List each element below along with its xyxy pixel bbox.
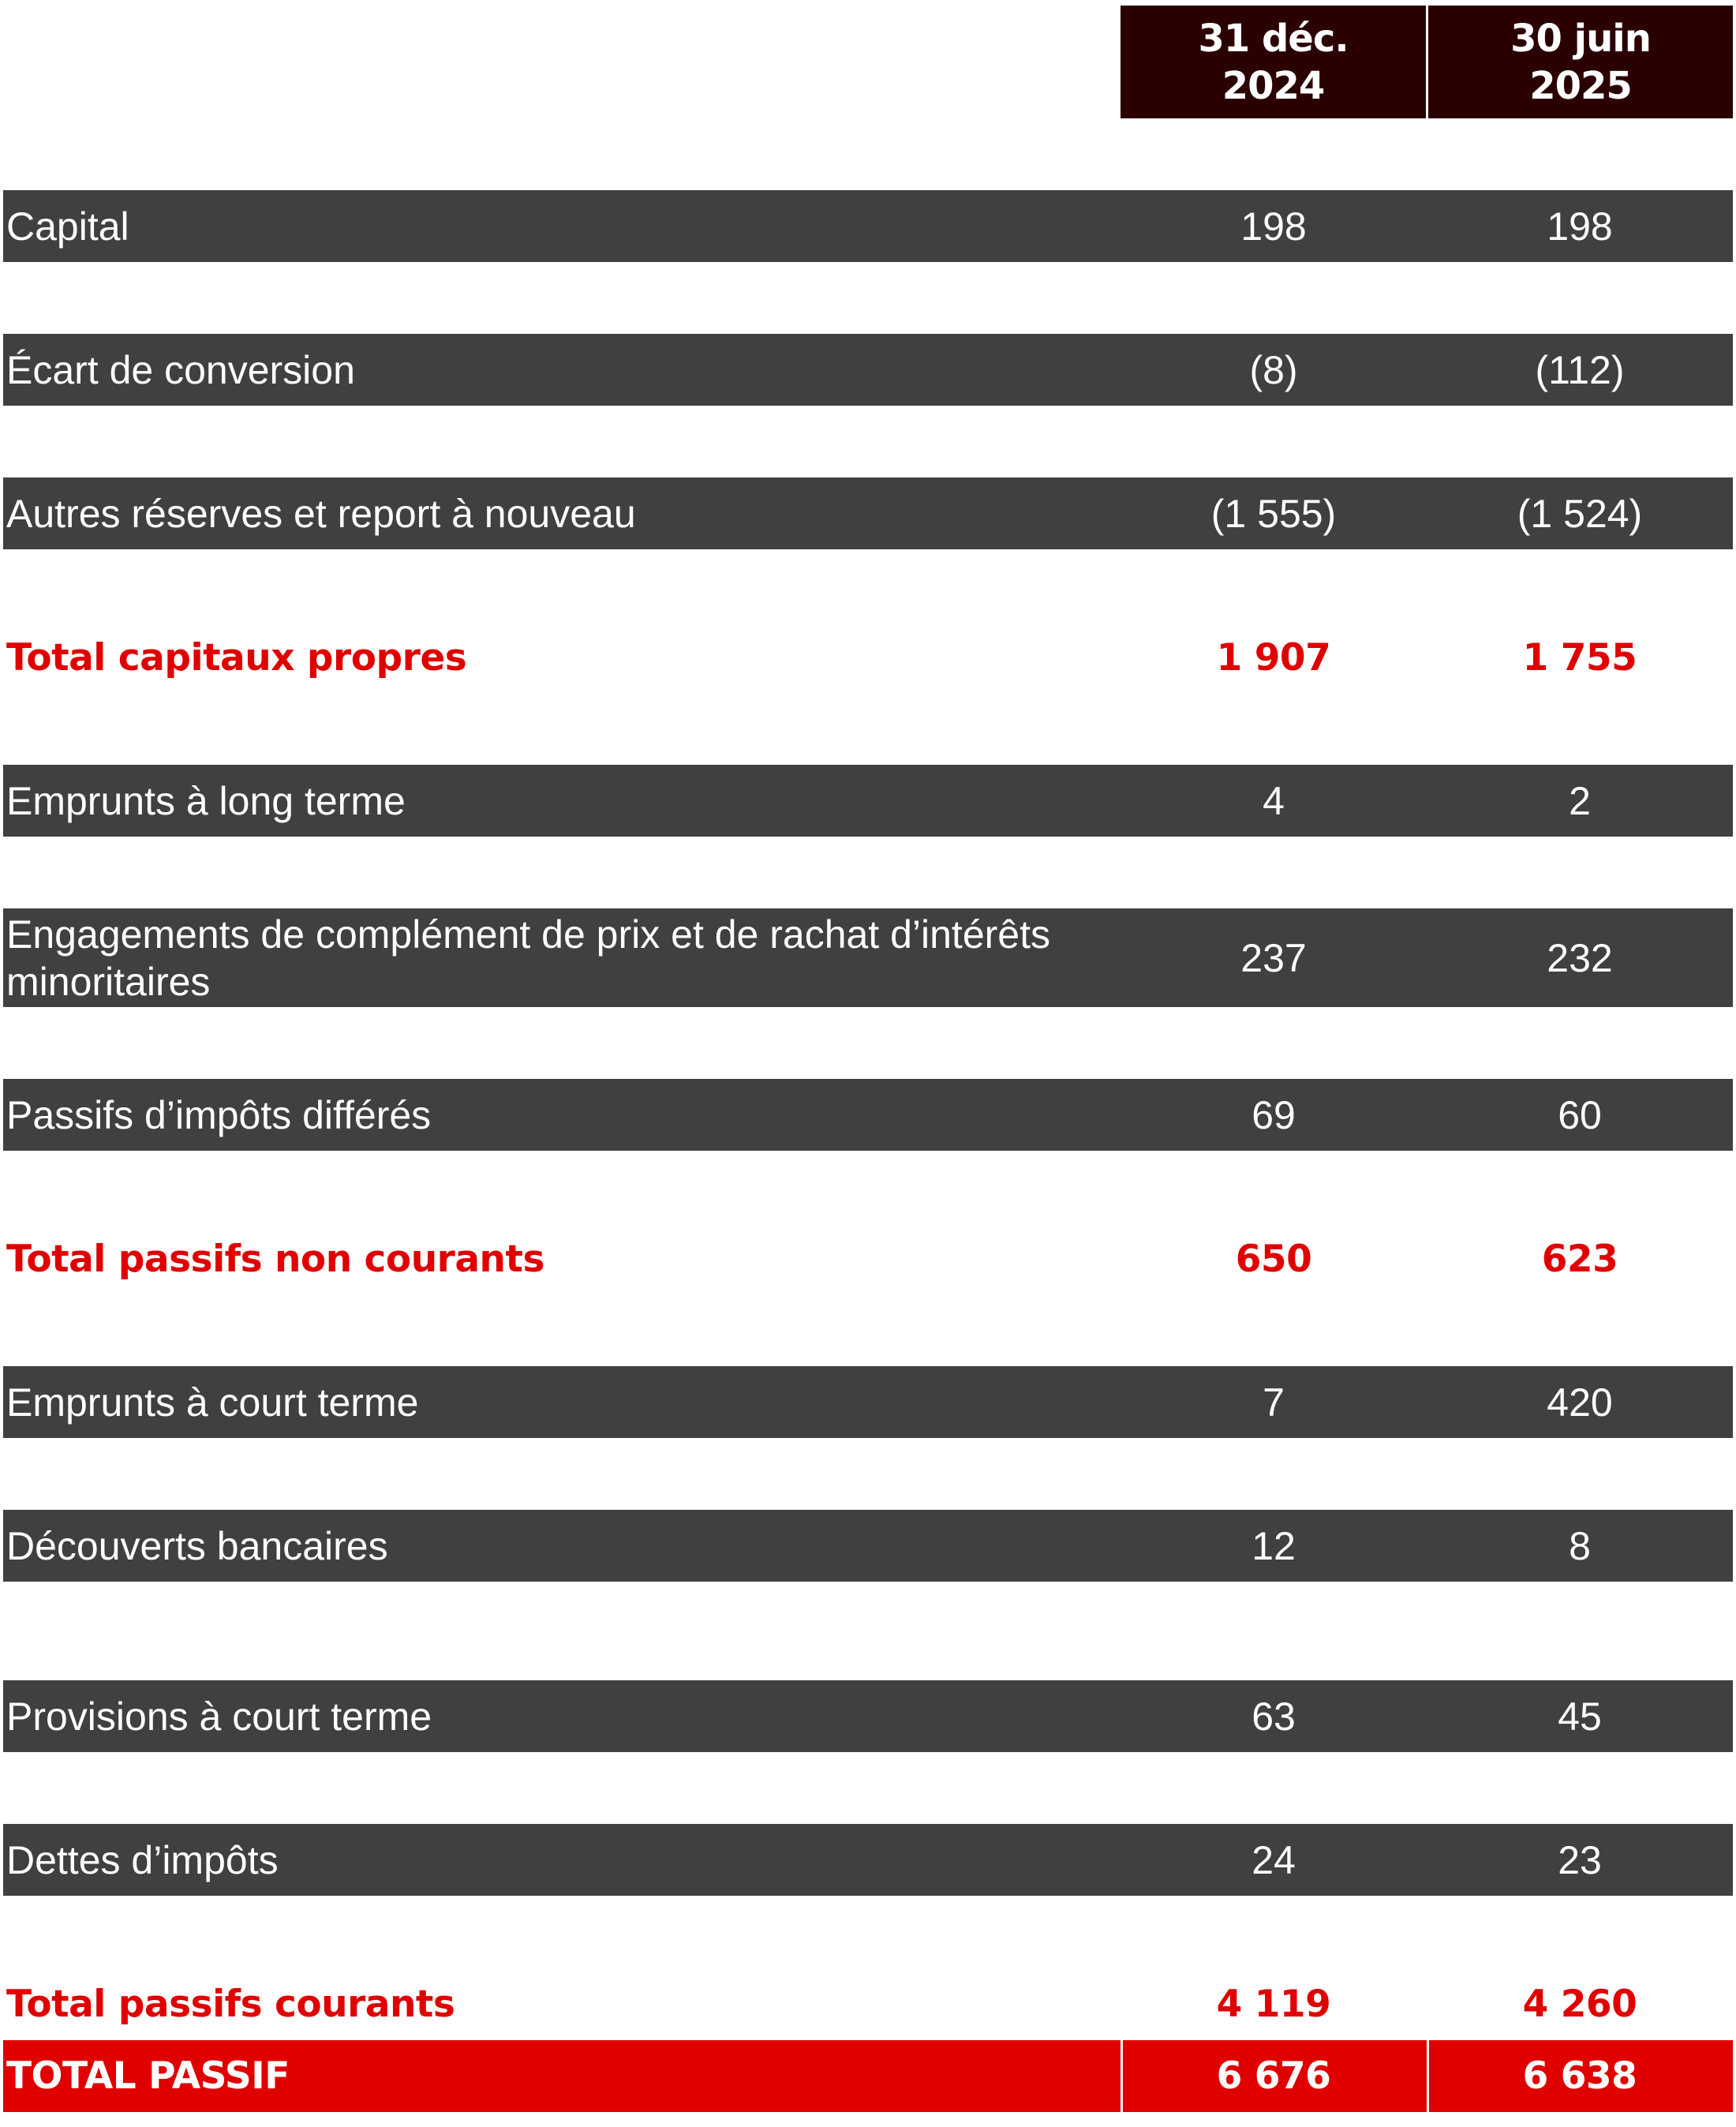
table-row-total-capitaux-propres: [3, 622, 1733, 694]
row-label: Écart de conversion: [6, 347, 355, 392]
column-header-dec-2024: [1121, 6, 1426, 118]
row-value-2024: 4 119: [1216, 1982, 1331, 2026]
row-label: Emprunts à long terme: [6, 778, 406, 823]
row-label: Découverts bancaires: [6, 1523, 388, 1568]
row-label: Dettes d’impôts: [6, 1837, 279, 1882]
row-label: Engagements de complément de prix et de rachat d’intérêts minoritaires: [6, 912, 1050, 1004]
row-value-2025: (1 524): [1517, 491, 1643, 536]
row-label: Capital: [6, 204, 129, 249]
table-row-engagements-complement-prix: [3, 908, 1733, 1007]
column-header-line2: 2025: [1529, 63, 1632, 108]
row-value-2024: 198: [1240, 204, 1307, 249]
column-header-line1: 30 juin: [1510, 16, 1651, 61]
row-value-2025: 232: [1547, 935, 1613, 980]
row-value-2025: 1 755: [1522, 635, 1637, 680]
row-value-2024: 69: [1251, 1092, 1296, 1137]
row-value-2025: 2: [1569, 778, 1591, 823]
table-row-autres-reserves: [3, 477, 1733, 549]
column-divider: [1121, 2040, 1123, 2112]
row-label: Autres réserves et report à nouveau: [6, 491, 636, 536]
row-value-2024: 12: [1251, 1523, 1296, 1568]
row-value-2024: 237: [1240, 935, 1307, 980]
column-header-jun-2025: [1428, 6, 1733, 118]
row-value-2025: 6 638: [1522, 2054, 1637, 2098]
column-header-line1: 31 déc.: [1198, 16, 1349, 61]
row-label: Total passifs courants: [6, 1982, 455, 2026]
table-row-capital: [3, 190, 1733, 262]
row-value-2024: (8): [1249, 347, 1298, 392]
row-value-2025: 45: [1558, 1694, 1602, 1739]
row-value-2024: 6 676: [1216, 2054, 1331, 2098]
table-row-total-passifs-non-courants: [3, 1223, 1733, 1295]
row-value-2025: 60: [1558, 1092, 1602, 1137]
row-value-2024: 650: [1235, 1237, 1312, 1281]
table-row-total-passif: [3, 2040, 1733, 2112]
row-label: Emprunts à court terme: [6, 1380, 419, 1425]
column-header-line2: 2024: [1222, 63, 1325, 108]
row-value-2025: 623: [1541, 1237, 1618, 1281]
table-row-emprunts-court-terme: [3, 1366, 1733, 1438]
row-value-2024: 7: [1263, 1380, 1285, 1425]
row-value-2024: 63: [1251, 1694, 1296, 1739]
row-label: TOTAL PASSIF: [6, 2054, 290, 2098]
row-value-2025: (112): [1535, 347, 1625, 392]
table-row-total-passifs-courants: [3, 1968, 1733, 2040]
table-row-emprunts-long-terme: [3, 765, 1733, 837]
row-label: Total capitaux propres: [6, 635, 467, 680]
table-row-dettes-impots: [3, 1824, 1733, 1896]
row-value-2025: 420: [1547, 1380, 1613, 1425]
row-value-2024: 24: [1251, 1837, 1296, 1882]
table-row-decouverts-bancaires: [3, 1510, 1733, 1582]
column-divider: [1427, 2040, 1429, 2112]
row-value-2025: 23: [1558, 1837, 1602, 1882]
table-row-provisions-court-terme: [3, 1680, 1733, 1752]
row-label: Total passifs non courants: [6, 1237, 544, 1281]
row-value-2024: (1 555): [1210, 491, 1337, 536]
row-value-2024: 1 907: [1216, 635, 1331, 680]
table-row-ecart-conversion: [3, 334, 1733, 406]
row-label: Passifs d’impôts différés: [6, 1092, 432, 1137]
table-row-passifs-impots-differes: [3, 1079, 1733, 1151]
row-value-2024: 4: [1263, 778, 1285, 823]
row-value-2025: 8: [1569, 1523, 1591, 1568]
row-label: Provisions à court terme: [6, 1694, 432, 1739]
row-value-2025: 4 260: [1522, 1982, 1637, 2026]
row-value-2025: 198: [1547, 204, 1613, 249]
